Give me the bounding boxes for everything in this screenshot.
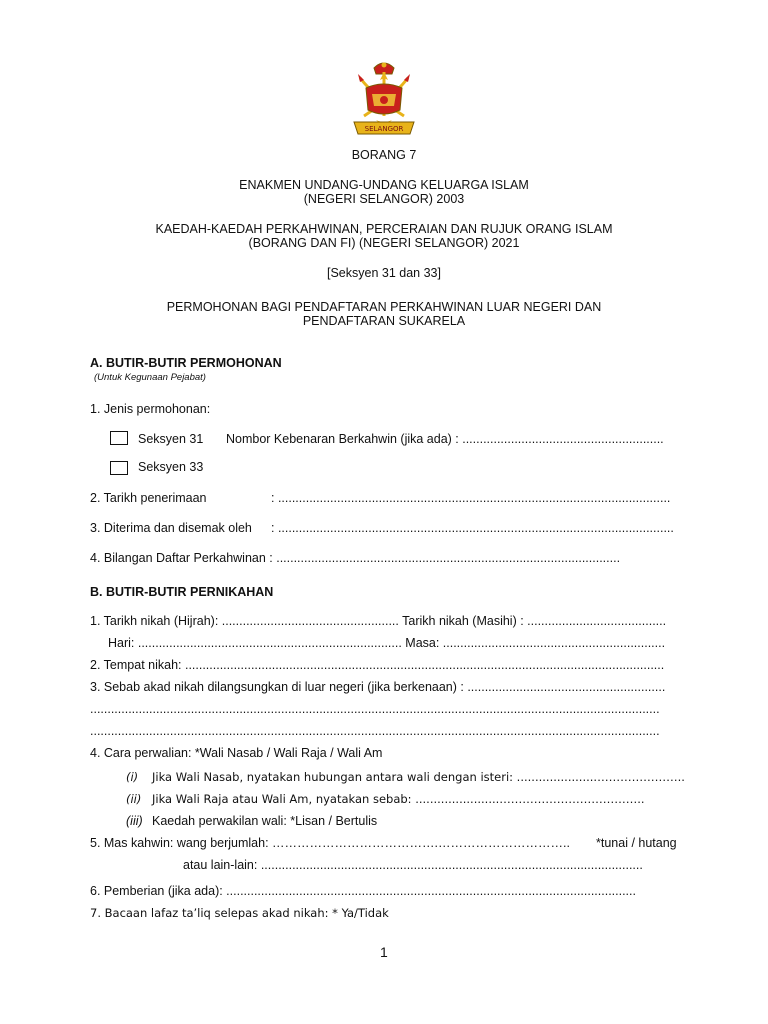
dowry-other-field[interactable]: atau lain-lain: .............................................................................................................. bbox=[183, 858, 643, 872]
taliq-reading-option: 7. Bacaan lafaz ta’liq selepas akad nikah: * Ya/Tidak bbox=[90, 906, 389, 920]
item-iii-numeral: (iii) bbox=[126, 814, 143, 828]
enactment-title-line-2: (NEGERI SELANGOR) 2003 bbox=[303, 192, 465, 206]
received-checked-by-field[interactable]: : .................................................................................................................. bbox=[271, 521, 674, 535]
dowry-payment-type: *tunai / hutang bbox=[596, 836, 677, 850]
marriage-date-fields[interactable]: 1. Tarikh nikah (Hijrah): ................................................... Tarikh nikah (Masihi) : ........................................ bbox=[90, 614, 667, 628]
form-title-line-1: PERMOHONAN BAGI PENDAFTARAN PERKAHWINAN LUAR NEGERI DAN bbox=[166, 300, 602, 314]
application-type-label: 1. Jenis permohonan: bbox=[90, 402, 211, 416]
rules-title-line-1: KAEDAH-KAEDAH PERKAHWINAN, PERCERAIAN DAN RUJUK ORANG ISLAM bbox=[155, 222, 613, 236]
item-ii-numeral: (ii) bbox=[126, 792, 142, 806]
marriage-permit-number-field[interactable]: Nombor Kebenaran Berkahwin (jika ada) : .......................................................... bbox=[226, 432, 664, 446]
selangor-crest-logo bbox=[346, 58, 422, 138]
received-checked-by-label: 3. Diterima dan disemak oleh bbox=[90, 521, 252, 535]
gift-field[interactable]: 6. Pemberian (jika ada): ...................................................................................................................... bbox=[90, 884, 636, 898]
section-a-heading: A. BUTIR-BUTIR PERMOHONAN bbox=[90, 356, 282, 370]
receipt-date-label: 2. Tarikh penerimaan bbox=[90, 491, 207, 505]
seksyen-33-checkbox[interactable] bbox=[110, 461, 128, 475]
reason-abroad-line-2[interactable]: .................................................................................................................................................................... bbox=[90, 702, 660, 716]
reason-abroad-line-3[interactable]: .................................................................................................................................................................... bbox=[90, 724, 660, 738]
wali-nasab-relation-field[interactable]: Jika Wali Nasab, nyatakan hubungan antara wali dengan isteri: ......................………………….. bbox=[152, 770, 685, 784]
seksyen-31-label: Seksyen 31 bbox=[138, 432, 204, 446]
marriage-place-field[interactable]: 2. Tempat nikah: .......................................................................................................................................... bbox=[90, 658, 665, 672]
seksyen-31-checkbox[interactable] bbox=[110, 431, 128, 445]
page-number: 1 bbox=[380, 944, 388, 960]
item-i-numeral: (i) bbox=[126, 770, 139, 784]
wali-raja-reason-field[interactable]: Jika Wali Raja atau Wali Am, nyatakan sebab: .......................……………………………….. bbox=[152, 792, 645, 806]
day-time-fields[interactable]: Hari: ............................................................................ Masa: ................................................................ bbox=[108, 636, 666, 650]
wali-representation-method: Kaedah perwakilan wali: *Lisan / Bertulis bbox=[152, 814, 378, 828]
receipt-date-field[interactable]: : ................................................................................................................. bbox=[271, 491, 671, 505]
rules-title-line-2: (BORANG DAN FI) (NEGERI SELANGOR) 2021 bbox=[248, 236, 520, 250]
seksyen-33-label: Seksyen 33 bbox=[138, 460, 204, 474]
guardianship-method: 4. Cara perwalian: *Wali Nasab / Wali Raja / Wali Am bbox=[90, 746, 383, 760]
section-b-heading: B. BUTIR-BUTIR PERNIKAHAN bbox=[90, 585, 274, 599]
dowry-amount-field[interactable]: 5. Mas kahwin: wang berjumlah: ………………………………….………………………….. bbox=[90, 836, 570, 850]
office-use-note: (Untuk Kegunaan Pejabat) bbox=[94, 372, 206, 383]
form-number: BORANG 7 bbox=[351, 148, 417, 162]
svg-text:SELANGOR: SELANGOR bbox=[364, 125, 404, 133]
enactment-title-line-1: ENAKMEN UNDANG-UNDANG KELUARGA ISLAM bbox=[239, 178, 529, 192]
marriage-register-number-field[interactable]: 4. Bilangan Daftar Perkahwinan : ................................................................................................... bbox=[90, 551, 621, 565]
reason-abroad-field[interactable]: 3. Sebab akad nikah dilangsungkan di luar negeri (jika berkenaan) : ......................................................... bbox=[90, 680, 666, 694]
section-reference: [Seksyen 31 dan 33] bbox=[327, 266, 441, 280]
form-title-line-2: PENDAFTARAN SUKARELA bbox=[302, 314, 466, 328]
